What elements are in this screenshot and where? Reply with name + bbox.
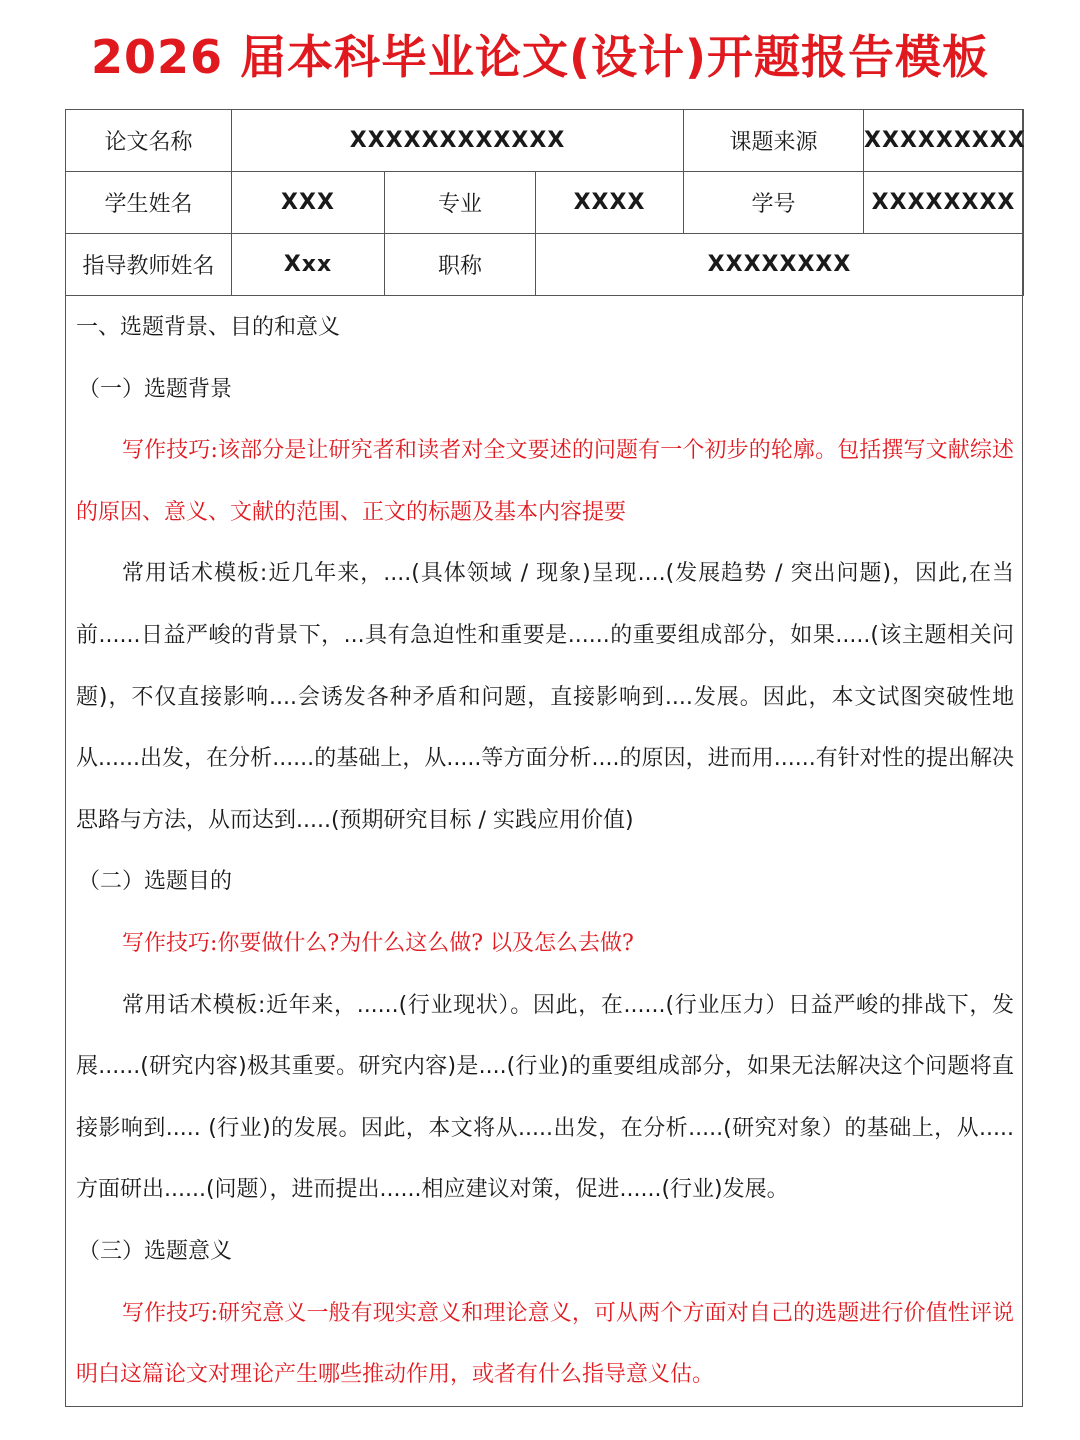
value-advisor-title: XXXXXXXX: [536, 234, 1024, 296]
info-row-advisor: [66, 234, 1024, 296]
section-main-heading: 一、选题背景、目的和意义: [76, 315, 341, 340]
purpose-tip: 写作技巧:你要做什么?为什么这么做? 以及怎么去做?: [122, 930, 634, 956]
label-student-name: 学生姓名: [66, 172, 232, 234]
value-advisor-name: Xxx: [232, 234, 385, 296]
background-tip: 写作技巧:该部分是让研究者和读者对全文要述的问题有一个初步的轮廓。包括撰写文献综述的原因、意义、文献的范围、正文的标题及基本内容提要: [76, 438, 1014, 525]
info-row-student: [66, 172, 1024, 234]
info-row-thesis: [66, 110, 1024, 172]
label-thesis-name: 论文名称: [66, 110, 232, 172]
value-major: XXXX: [536, 172, 684, 234]
significance-tip: 写作技巧:研究意义一般有现实意义和理论意义，可从两个方面对自己的选题进行价值性评说明白这篇论文对理论产生哪些推动作用，或者有什么指导意义估。: [76, 1300, 1014, 1388]
label-student-id: 学号: [684, 172, 864, 234]
label-advisor-title: 职称: [385, 234, 536, 296]
label-advisor-name: 指导教师姓名: [66, 234, 232, 296]
significance-heading: （三）选题意义: [78, 1238, 233, 1264]
info-table: [65, 109, 1024, 296]
value-student-id: XXXXXXXX: [864, 172, 1024, 234]
value-thesis-name: XXXXXXXXXXXX: [232, 110, 684, 172]
value-topic-source: XXXXXXXXX: [864, 110, 1024, 172]
label-major: 专业: [385, 172, 536, 234]
purpose-heading: （二）选题目的: [78, 869, 233, 895]
report-body: [76, 297, 1014, 1406]
label-topic-source: 课题来源: [684, 110, 864, 172]
page-title: 2026 届本科毕业论文(设计)开题报告模板: [90, 30, 990, 84]
background-template: 常用话术模板:近几年来，....(具体领域 / 现象)呈现....(发展趋势 / 突出问题)，因此,在当前......日益严峻的背景下，...具有急迫性和重要是......的重要组成部分，如果.....(该主题相关问题)，不仅直接影响....会诱发各种矛盾和问题，直接影响到....发展。因此，本文试图突破性地从......出发，在分析......的基础上，从.....等方面分析....的原因，进而用......有针对性的提出解决思路与方法，从而达到.....(预期研究目标 / 实践应用价值): [76, 561, 1014, 833]
value-student-name: XXX: [232, 172, 385, 234]
purpose-template: 常用话术模板:近年来，......(行业现状）。因此，在......(行业压力）日益严峻的排战下，发展......(研究内容)极其重要。研究内容)是....(行业)的重要组成部分，如果无法解决这个问题将直接影响到..... (行业)的发展。因此，本文将从.....出发，在分析.....(研究对象）的基础上，从.....方面研出......(问题），进而提出......相应建议对策，促进......(行业)发展。: [76, 992, 1014, 1203]
background-heading: （一）选题背景: [78, 376, 233, 402]
